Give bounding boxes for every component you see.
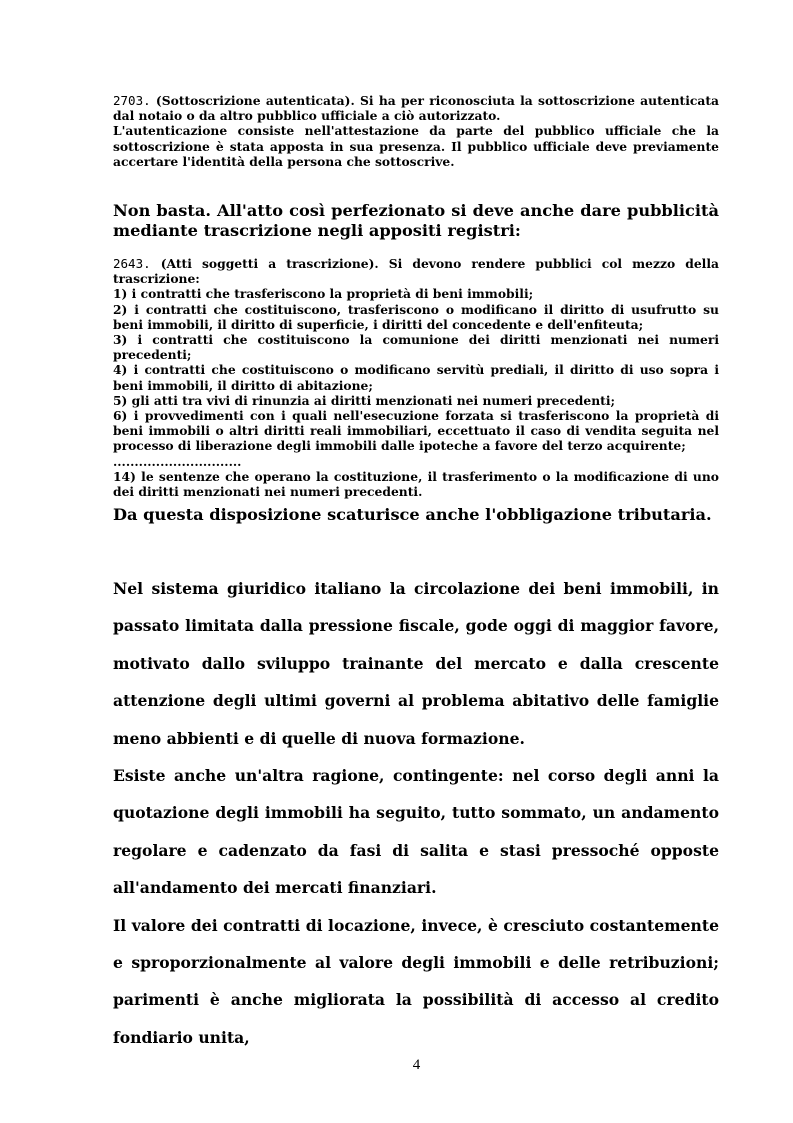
article-2703-quote: [113, 93, 719, 169]
article-2643-item-1: 1) i contratti che trasferiscono la proprietà di beni immobili;: [113, 286, 534, 302]
tax-statement: Da questa disposizione scaturisce anche l'obbligazione tributaria.: [113, 505, 712, 524]
article-2643-item-6: 6) i provvedimenti con i quali nell'esecuzione forzata si trasferiscono la proprietà di beni immobili o altri diritti reali immobiliari, eccettuato il caso di vendita seguita nel processo di liberazione degli immobili dalle ipoteche a favore del terzo acquirente;: [113, 408, 719, 454]
article-2643-heading: (Atti soggetti a trascrizione). Si devono rendere pubblici col mezzo della trascrizione:: [113, 256, 719, 287]
article-2703-number: 2703.: [113, 93, 151, 108]
article-2703-paragraph-1: [113, 93, 719, 123]
article-2643-item-2: 2) i contratti che costituiscono, trasferiscono o modificano il diritto di usufrutto su beni immobili, il diritto di superficie, i diritti del concedente e dell'enfiteuta;: [113, 301, 719, 332]
article-2643-ellipsis: ..............................: [113, 453, 242, 469]
article-2643-number: 2643.: [113, 256, 151, 271]
page-number: 4: [412, 1057, 421, 1073]
body-paragraph-3: Il valore dei contratti di locazione, invece, è cresciuto costantemente e sproporzionalmente al valore degli immobili e delle retribuzioni; parimenti è anche migliorata la possibilità di accesso al credito fondiario unita,: [113, 915, 719, 1047]
body-paragraph-1: Nel sistema giuridico italiano la circolazione dei beni immobili, in passato limitata dalla pressione fiscale, gode oggi di maggior favore, motivato dallo sviluppo trainante del mercato e dalla crescente attenzione degli ultimi governi al problema abitativo delle famiglie meno abbienti e di quelle di nuova formazione.: [113, 579, 719, 748]
article-2643-item-5: 5) gli atti tra vivi di rinunzia ai diritti menzionati nei numeri precedenti;: [113, 392, 616, 408]
article-2643-item-4: 4) i contratti che costituiscono o modificano servitù prediali, il diritto di uso sopra i beni immobili, il diritto di abitazione;: [113, 362, 719, 393]
article-2643-quote: [113, 256, 719, 499]
article-2643-item-3: 3) i contratti che costituiscono la comunione dei diritti menzionati nei numeri precedenti;: [113, 332, 719, 363]
main-body: [113, 570, 719, 1056]
article-2643-heading-line: [113, 256, 719, 286]
article-2643-item-14: 14) le sentenze che operano la costituzione, il trasferimento o la modificazione di uno dei diritti menzionati nei numeri precedenti.: [113, 468, 719, 500]
body-paragraph-2: Esiste anche un'altra ragione, contingente: nel corso degli anni la quotazione degli immobili ha seguito, tutto sommato, un andamento regolare e cadenzato da fasi di salita e stasi pressoché opposte all'andamento dei mercati finanziari.: [113, 766, 719, 898]
intro-statement: Non basta. All'atto così perfezionato si deve anche dare pubblicità mediante trascrizione negli appositi registri:: [113, 201, 719, 240]
article-2703-paragraph-2: L'autenticazione consiste nell'attestazione da parte del pubblico ufficiale che la sottoscrizione è stata apposta in sua presenza. Il pubblico ufficiale deve previamente accertare l'identità della persona che sottoscrive.: [113, 123, 719, 169]
article-2703-text-1: (Sottoscrizione autenticata). Si ha per riconosciuta la sottoscrizione autenticata dal notaio o da altro pubblico ufficiale a ciò autorizzato.: [113, 93, 719, 124]
